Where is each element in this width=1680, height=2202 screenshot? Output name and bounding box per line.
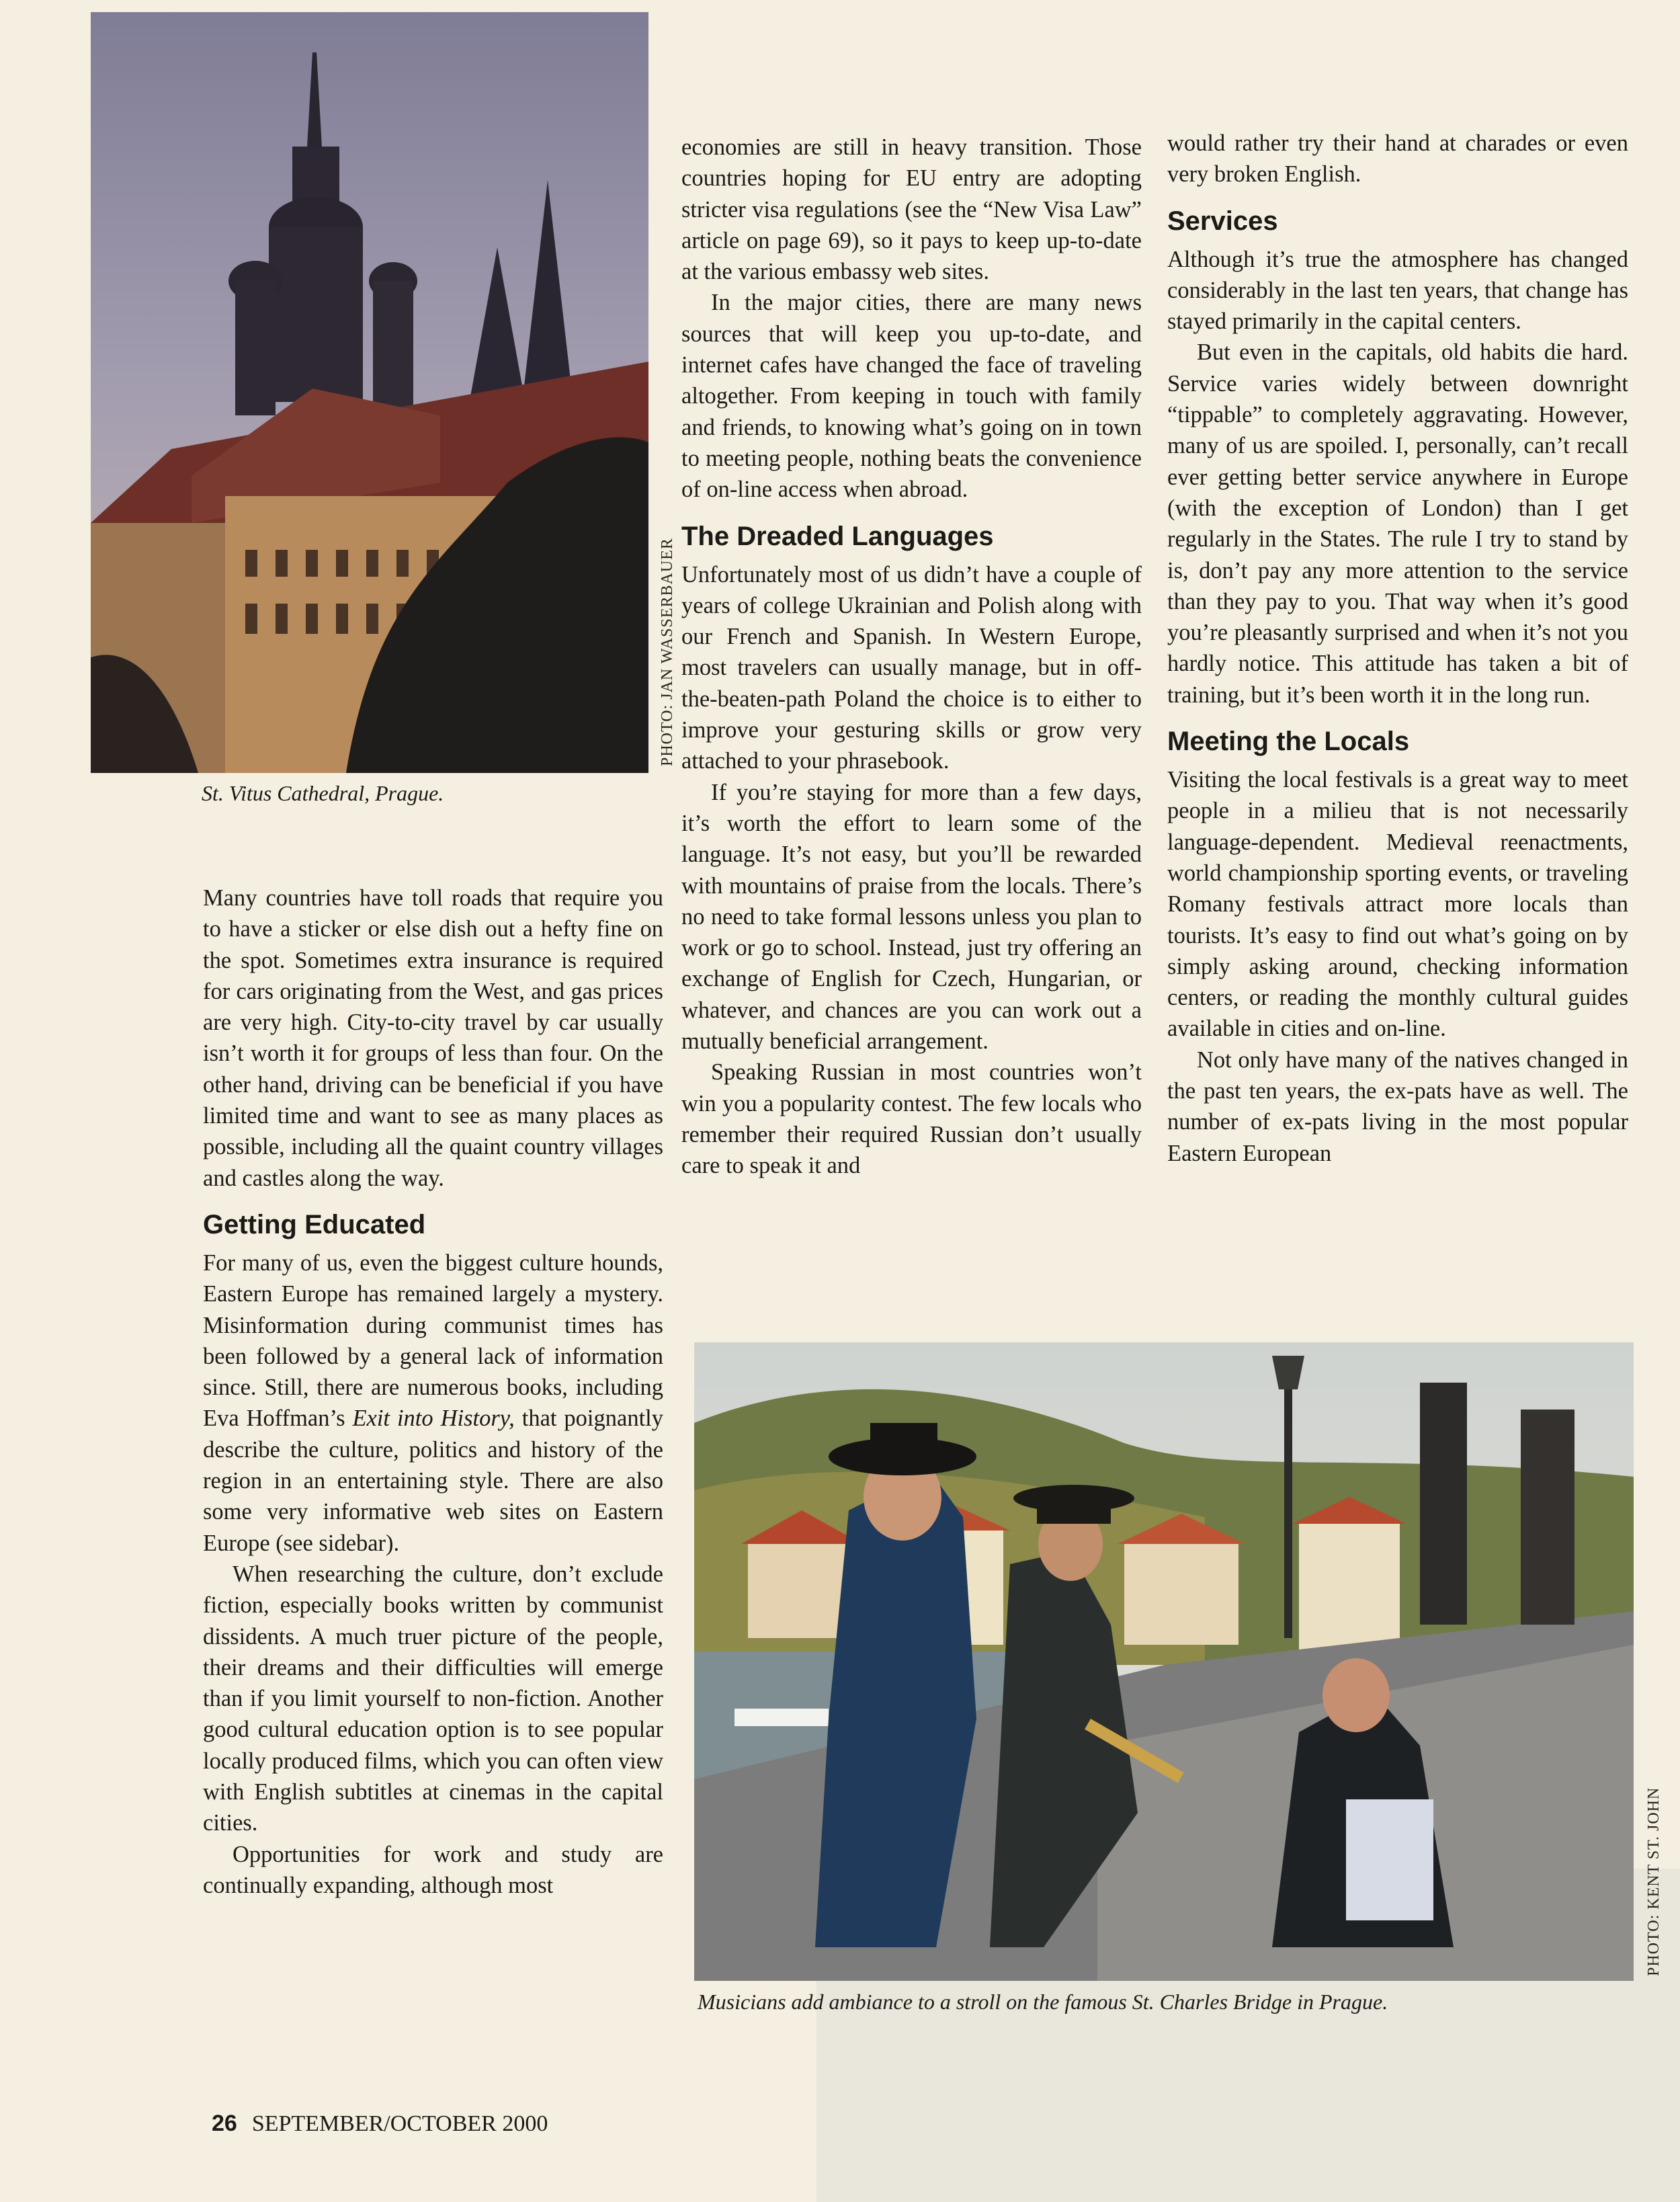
cathedral-photo-credit: PHOTO: JAN WASSERBAUER [659, 538, 676, 766]
col2-paragraph-4: If you’re staying for more than a few days, it’s worth the effort to learn some of the language. It’s not easy, but you’ll be rewarded with mountains of praise from the locals. There’s no need to take formal lessons unless you plan to work or go to school. Instead, just try offering an exchange of English for Czech, Hungarian, or whatever, and chances are you can work out a mutually beneficial arrangement. [681, 779, 1142, 1055]
column-2 [681, 132, 1142, 1182]
col2-paragraph-1: economies are still in heavy transition. Those countries hoping for EU entry are adopting stricter visa regulations (see the “New Visa Law” article on page 69), so it pays to keep up-to-date at the various embassy web sites. [681, 134, 1142, 285]
cathedral-photo [91, 12, 648, 773]
col2-paragraph-5: Speaking Russian in most countries won’t win you a popularity contest. The few locals who remember their required Russian don’t usually care to speak it and [681, 1059, 1142, 1179]
col1-paragraph-4: Opportunities for work and study are continually expanding, although most [203, 1841, 663, 1898]
column-1 [203, 883, 663, 1901]
musicians-photo-caption: Musicians add ambiance to a stroll on the famous St. Charles Bridge in Prague. [698, 1990, 1388, 2014]
column-3 [1167, 128, 1628, 1169]
page-number: 26 [212, 2111, 237, 2136]
col2-paragraph-3: Unfortunately most of us didn’t have a couple of years of college Ukrainian and Polish along with our French and Spanish. In Western Europe, most travelers can usually manage, but in off-the-beaten-path Poland the choice is to either to improve your gesturing skills or grow very attached to your phrasebook. [681, 561, 1142, 774]
col3-paragraph-3: But even in the capitals, old habits die hard. Service varies widely between downright “tippable” to completely aggravating. However, many of us are spoiled. I, personally, can’t recall ever getting better service anywhere in Europe (with the exception of London) than I get regularly in the States. The rule I try to stand by is, don’t pay any more attention to the service than they pay to you. That way when it’s good you’re pleasantly surprised and when it’s not you hardly notice. This attitude has taken a bit of training, but it’s been worth it in the long run. [1167, 339, 1628, 708]
heading-getting-educated: Getting Educated [203, 1209, 426, 1239]
heading-meeting-locals: Meeting the Locals [1167, 727, 1410, 757]
col3-paragraph-4: Visiting the local festivals is a great way to meet people in a milieu that is not necessarily language-dependent. Medieval reenactments, world championship sporting events, or traveling Romany festivals attract more locals than tourists. It’s easy to find out what’s going on by simply asking around, checking information centers, or reading the monthly cultural guides available in cities and on-line. [1167, 767, 1628, 1042]
col3-paragraph-1: would rather try their hand at charades or even very broken English. [1167, 130, 1628, 188]
col1-paragraph-2: For many of us, even the biggest culture hounds, Eastern Europe has remained largely a mystery. Misinformation during communist times has been followed by a general lack of information since. Still, there are numerous books, including Eva Hoffman’s Exit into History, that poignantly describe the culture, politics and history of the region in an entertaining style. There are also some very informative web sites on Eastern Europe (see sidebar). [203, 1250, 663, 1556]
col1-paragraph-1: Many countries have toll roads that require you to have a sticker or else dish out a hefty fine on the spot. Sometimes extra insurance is required for cars originating from the West, and gas prices are very high. City-to-city travel by car usually isn’t worth it for groups of less than four. On the other hand, driving can be beneficial if you have limited time and want to see as many places as possible, including all the quaint country villages and castles along the way. [203, 885, 663, 1191]
col3-paragraph-5: Not only have many of the natives changed in the past ten years, the ex-pats have as well. The number of ex-pats living in the most popular Eastern European [1167, 1047, 1628, 1166]
musicians-photo-credit: PHOTO: KENT ST. JOHN [1645, 1787, 1663, 1976]
col1-paragraph-3: When researching the culture, don’t exclude fiction, especially books written by communist dissidents. A much truer picture of the people, their dreams and their difficulties will emerge than if you limit yourself to non-fiction. Another good cultural education option is to see popular locally produced films, which you can often view with English subtitles at cinemas in the capital cities. [203, 1561, 663, 1836]
book-title: Exit into History, [352, 1405, 515, 1432]
page-footer [212, 2111, 548, 2137]
musicians-photo [694, 1342, 1634, 1981]
heading-dreaded-languages: The Dreaded Languages [681, 521, 994, 551]
col3-paragraph-2: Although it’s true the atmosphere has changed considerably in the last ten years, that change has stayed primarily in the capital centers. [1167, 246, 1628, 335]
heading-services: Services [1167, 206, 1278, 236]
issue-date: SEPTEMBER/OCTOBER 2000 [251, 2111, 548, 2136]
col2-paragraph-2: In the major cities, there are many news sources that will keep you up-to-date, and internet cafes have changed the face of traveling altogether. From keeping in touch with family and friends, to knowing what’s going on in town to meeting people, nothing beats the convenience of on-line access when abroad. [681, 290, 1142, 503]
cathedral-photo-caption: St. Vitus Cathedral, Prague. [202, 781, 444, 805]
